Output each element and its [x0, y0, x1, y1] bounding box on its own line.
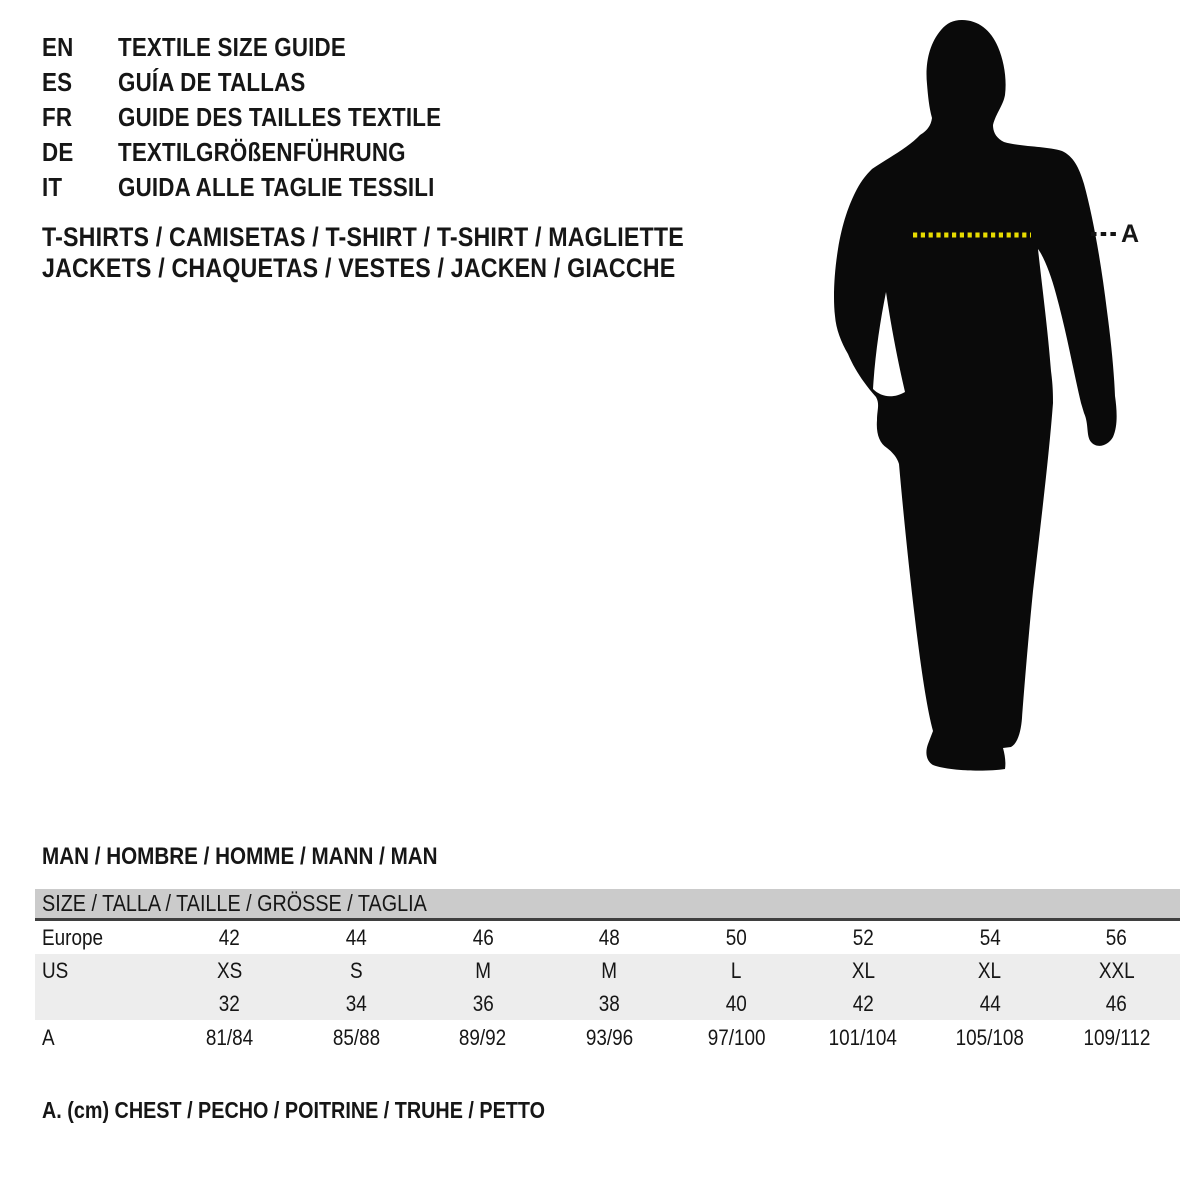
- size-value: 44: [345, 924, 367, 950]
- size-value: 85/88: [332, 1025, 380, 1050]
- size-value: 42: [218, 924, 240, 950]
- language-row: [42, 65, 494, 100]
- language-row: [42, 170, 494, 205]
- row-label: Europe: [42, 924, 104, 950]
- size-value: 56: [1106, 924, 1128, 950]
- table-row-us: [35, 954, 1180, 987]
- garment-categories: [42, 222, 788, 284]
- size-value: 46: [1106, 990, 1128, 1016]
- size-table: [35, 889, 1180, 1056]
- language-code: ES: [42, 67, 73, 97]
- size-value: M: [601, 957, 618, 983]
- size-value: 101/104: [828, 1025, 898, 1050]
- size-value: 34: [345, 990, 367, 1016]
- size-value: 50: [725, 924, 747, 950]
- size-value: 32: [218, 990, 240, 1016]
- size-value: 89/92: [459, 1025, 507, 1050]
- size-value: 40: [725, 990, 747, 1016]
- size-value: 109/112: [1083, 1025, 1151, 1050]
- language-row: [42, 100, 494, 135]
- size-value: 81/84: [205, 1025, 254, 1050]
- table-row-chest: [35, 1020, 1180, 1056]
- measure-footnote: A. (cm) CHEST / PECHO / POITRINE / TRUHE / PETTO: [42, 1097, 545, 1123]
- size-table-header: SIZE / TALLA / TAILLE / GRÖSSE / TAGLIA: [35, 889, 1180, 921]
- size-value: M: [474, 957, 491, 983]
- language-code: EN: [42, 32, 74, 62]
- size-value: 105/108: [955, 1025, 1025, 1050]
- size-value: 52: [852, 924, 874, 950]
- guide-title: GUÍA DE TALLAS: [118, 67, 306, 97]
- language-row: [42, 30, 494, 65]
- table-row-europe: [35, 921, 1180, 954]
- category-line: T-SHIRTS / CAMISETAS / T-SHIRT / T-SHIRT / MAGLIETTE: [42, 222, 684, 252]
- size-value: XS: [216, 957, 242, 983]
- table-row-numeric: [35, 987, 1180, 1020]
- size-value: 46: [472, 924, 494, 950]
- language-row: [42, 135, 494, 170]
- measurement-figure: [820, 0, 1150, 790]
- size-value: 97/100: [707, 1025, 766, 1050]
- language-code: DE: [42, 137, 74, 167]
- row-label: A: [42, 1025, 55, 1050]
- language-title-list: [42, 30, 494, 205]
- size-value: S: [349, 957, 363, 983]
- section-title-man: MAN / HOMBRE / HOMME / MANN / MAN: [42, 843, 438, 870]
- size-value: XL: [978, 957, 1002, 983]
- size-value: 48: [599, 924, 621, 950]
- row-label: US: [42, 957, 69, 983]
- size-value: 44: [979, 990, 1001, 1016]
- size-value: XXL: [1098, 957, 1135, 983]
- size-value: 36: [472, 990, 494, 1016]
- size-value: L: [731, 957, 742, 983]
- language-code: IT: [42, 172, 63, 202]
- guide-title: GUIDE DES TAILLES TEXTILE: [118, 102, 442, 132]
- guide-title: TEXTILGRÖßENFÜHRUNG: [118, 137, 406, 167]
- measure-point-label: A: [1121, 220, 1140, 248]
- size-value: XL: [851, 957, 875, 983]
- man-silhouette: [834, 20, 1117, 771]
- language-code: FR: [42, 102, 73, 132]
- size-value: 93/96: [585, 1025, 634, 1050]
- guide-title: TEXTILE SIZE GUIDE: [118, 32, 346, 62]
- size-value: 38: [599, 990, 621, 1016]
- guide-title: GUIDA ALLE TAGLIE TESSILI: [118, 172, 435, 202]
- category-line: JACKETS / CHAQUETAS / VESTES / JACKEN / GIACCHE: [42, 253, 676, 283]
- size-value: 42: [852, 990, 874, 1016]
- row-label: [35, 991, 166, 1017]
- size-value: 54: [979, 924, 1001, 950]
